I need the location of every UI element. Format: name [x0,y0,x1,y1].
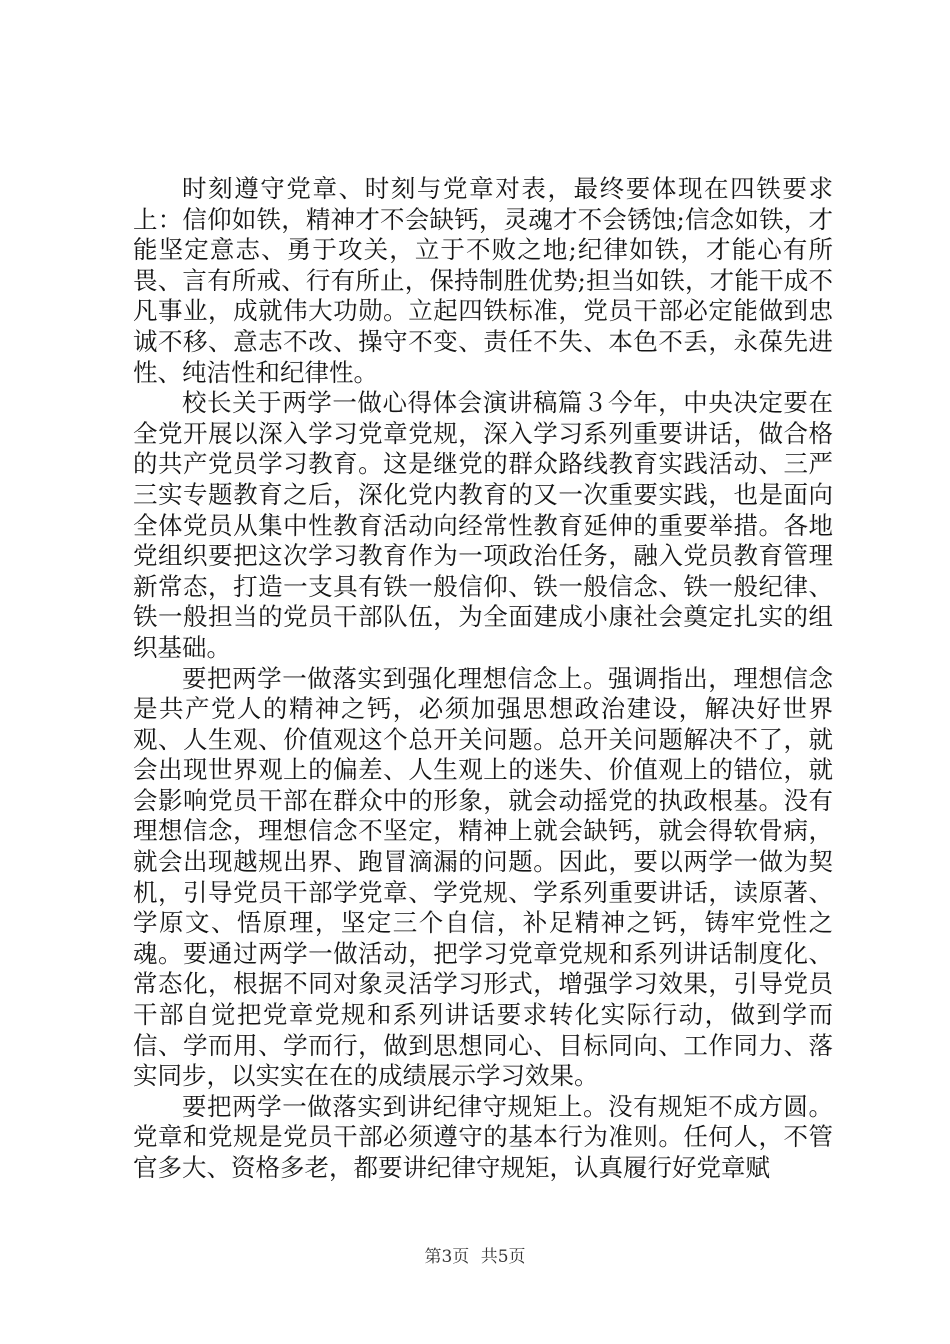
paragraph-1: 时刻遵守党章、时刻与党章对表，最终要体现在四铁要求上：信仰如铁，精神才不会缺钙，灵魂才不会锈蚀;信念如铁，才能坚定意志、勇于攻关，立于不败之地;纪律如铁，才能心有所畏、言有所戒、行有所止，保持制胜优势;担当如铁，才能干成不凡事业，成就伟大功勋。立起四铁标准，党员干部必定能做到忠诚不移、意志不改、操守不变、责任不失、本色不丢，永葆先进性、纯洁性和纪律性。 [133,174,833,387]
page-number-current: 第3页 [424,1247,470,1267]
page-footer [0,1246,950,1268]
paragraph-3: 要把两学一做落实到强化理想信念上。强调指出，理想信念是共产党人的精神之钙，必须加强思想政治建设，解决好世界观、人生观、价值观这个总开关问题。总开关问题解决不了，就会出现世界观上的偏差、人生观上的迷失、价值观上的错位，就会影响党员干部在群众中的形象，就会动摇党的执政根基。没有理想信念，理想信念不坚定，精神上就会缺钙，就会得软骨病，就会出现越规出界、跑冒滴漏的问题。因此，要以两学一做为契机，引导党员干部学党章、学党规、学系列重要讲话，读原著、学原文、悟原理，坚定三个自信，补足精神之钙，铸牢党性之魂。要通过两学一做活动，把学习党章党规和系列讲话制度化、常态化，根据不同对象灵活学习形式，增强学习效果，引导党员干部自觉把党章党规和系列讲话要求转化实际行动，做到学而信、学而用、学而行，做到思想同心、目标同向、工作同力、落实同步，以实实在在的成绩展示学习效果。 [133,663,833,1091]
document-body [133,174,833,1184]
paragraph-4: 要把两学一做落实到讲纪律守规矩上。没有规矩不成方圆。党章和党规是党员干部必须遵守的基本行为准则。任何人，不管官多大、资格多老，都要讲纪律守规矩，认真履行好党章赋 [133,1091,833,1182]
paragraph-2: 校长关于两学一做心得体会演讲稿篇３今年，中央决定要在全党开展以深入学习党章党规，深入学习系列重要讲话，做合格的共产党员学习教育。这是继党的群众路线教育实践活动、三严三实专题教育之后，深化党内教育的又一次重要实践，也是面向全体党员从集中性教育活动向经常性教育延伸的重要举措。各地党组织要把这次学习教育作为一项政治任务，融入党员教育管理新常态，打造一支具有铁一般信仰、铁一般信念、铁一般纪律、铁一般担当的党员干部队伍，为全面建成小康社会奠定扎实的组织基础。 [133,388,833,662]
page-number-total: 共5页 [480,1247,526,1267]
